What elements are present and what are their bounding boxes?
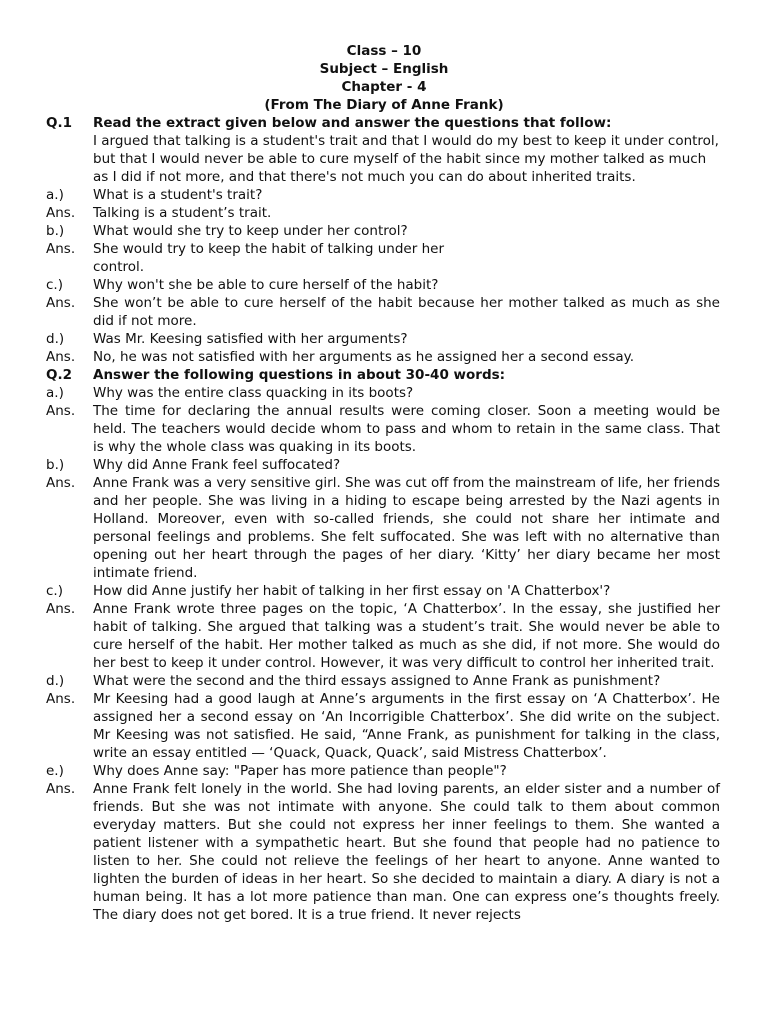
sub-question-label: a.) (46, 187, 64, 203)
answer-label: Ans. (46, 403, 76, 419)
answer (0, 204, 768, 222)
sub-question-label: c.) (46, 583, 63, 599)
sub-question-text: What were the second and the third essays assigned to Anne Frank as punishment? (93, 673, 661, 689)
answer-label: Ans. (46, 241, 76, 257)
answer (0, 294, 768, 330)
sub-question (0, 762, 768, 780)
sub-question (0, 186, 768, 204)
answer-text: She won’t be able to cure herself of the habit because her mother talked as much as she did if not more. (93, 295, 720, 329)
answer-text: Talking is a student’s trait. (93, 205, 272, 221)
answer (0, 780, 768, 924)
question-1-heading (0, 114, 768, 132)
source-line: (From The Diary of Anne Frank) (264, 97, 504, 113)
sub-question-label: d.) (46, 331, 65, 347)
extract (0, 132, 768, 186)
answer (0, 240, 768, 276)
sub-question-label: c.) (46, 277, 63, 293)
answer-text: Mr Keesing had a good laugh at Anne’s arguments in the first essay on ‘A Chatterbox’. He assigned her a second essay on ‘An Incorrigible Chatterbox’. She did write on the subject. Mr Keesing was not satisfied. He said, “Anne Frank, as punishment for talking in the class, write an essay entitled — ‘Quack, Quack, Quack’, said Mistress Chatterbox’. (93, 691, 720, 761)
answer-label: Ans. (46, 781, 76, 797)
answer-text: She would try to keep the habit of talking under her control. (93, 241, 444, 275)
sub-question (0, 330, 768, 348)
answer-label: Ans. (46, 691, 76, 707)
document-page (0, 42, 768, 924)
sub-question (0, 582, 768, 600)
answer-label: Ans. (46, 475, 76, 491)
answer-text: Anne Frank felt lonely in the world. She had loving parents, an elder sister and a number of friends. But she was not intimate with anyone. She could talk to them about common everyday matters. But she could not express her inner feelings to them. She wanted a patient listener with a sympathetic heart. But she found that people had no patience to listen to her. She could not relieve the feelings of her heart to anyone. Anne wanted to lighten the burden of ideas in her heart. So she decided to maintain a diary. A diary is not a human being. It has a lot more patience than man. One can express one’s thoughts freely. The diary does not get bored. It is a true friend. It never rejects (93, 781, 720, 923)
answer (0, 348, 768, 366)
answer-text: No, he was not satisfied with her arguments as he assigned her a second essay. (93, 349, 635, 365)
answer-label: Ans. (46, 205, 76, 221)
answer-text: Anne Frank was a very sensitive girl. She was cut off from the mainstream of life, her friends and her people. She was living in a hiding to escape being arrested by the Nazi agents in Holland. Moreover, even with so-called friends, she could not share her intimate and personal feelings and problems. She felt suffocated. She was left with no alternative than opening out her heart through the pages of her diary. ‘Kitty’ her diary became her most intimate friend. (93, 475, 720, 581)
sub-question-text: Why won't she be able to cure herself of the habit? (93, 277, 439, 293)
sub-question-text: Why does Anne say: "Paper has more patience than people"? (93, 763, 507, 779)
chapter-line: Chapter - 4 (341, 79, 427, 95)
answer (0, 402, 768, 456)
sub-question (0, 276, 768, 294)
sub-question-label: a.) (46, 385, 64, 401)
extract-text: I argued that talking is a student's trait and that I would do my best to keep it under control, but that I would never be able to cure myself of the habit since my mother talked as much as I did if not more, and that there's not much you can do about inherited traits. (93, 133, 719, 185)
sub-question (0, 456, 768, 474)
answer (0, 600, 768, 672)
class-line: Class – 10 (346, 43, 422, 59)
sub-question-text: What would she try to keep under her control? (93, 223, 408, 239)
sub-question (0, 384, 768, 402)
question-2-heading (0, 366, 768, 384)
answer-text: The time for declaring the annual results were coming closer. Soon a meeting would be held. The teachers would decide whom to pass and whom to retain in the same class. That is why the whole class was quaking in its boots. (93, 403, 720, 455)
sub-question-text: What is a student's trait? (93, 187, 263, 203)
sub-question (0, 672, 768, 690)
answer-text: Anne Frank wrote three pages on the topic, ‘A Chatterbox’. In the essay, she justified her habit of talking. She argued that talking was a student’s trait. She would never be able to cure herself of the habit. Her mother talked as much as she did, if not more. She would do her best to keep it under control. However, it was very difficult to control her inherited trait. (93, 601, 720, 671)
question-title: Answer the following questions in about 30-40 words: (93, 367, 506, 383)
question-label: Q.2 (46, 367, 72, 383)
sub-question-label: b.) (46, 223, 65, 239)
sub-question-text: Why was the entire class quacking in its boots? (93, 385, 414, 401)
subject-line: Subject – English (319, 61, 449, 77)
answer-label: Ans. (46, 601, 76, 617)
question-title: Read the extract given below and answer the questions that follow: (93, 115, 612, 131)
question-label: Q.1 (46, 115, 72, 131)
sub-question-text: Why did Anne Frank feel suffocated? (93, 457, 341, 473)
sub-question-label: e.) (46, 763, 64, 779)
answer (0, 690, 768, 762)
sub-question-text: How did Anne justify her habit of talking in her first essay on 'A Chatterbox'? (93, 583, 611, 599)
document-header (0, 42, 768, 114)
sub-question-label: d.) (46, 673, 65, 689)
answer-label: Ans. (46, 295, 76, 311)
sub-question (0, 222, 768, 240)
answer (0, 474, 768, 582)
sub-question-text: Was Mr. Keesing satisfied with her arguments? (93, 331, 408, 347)
sub-question-label: b.) (46, 457, 65, 473)
answer-label: Ans. (46, 349, 76, 365)
